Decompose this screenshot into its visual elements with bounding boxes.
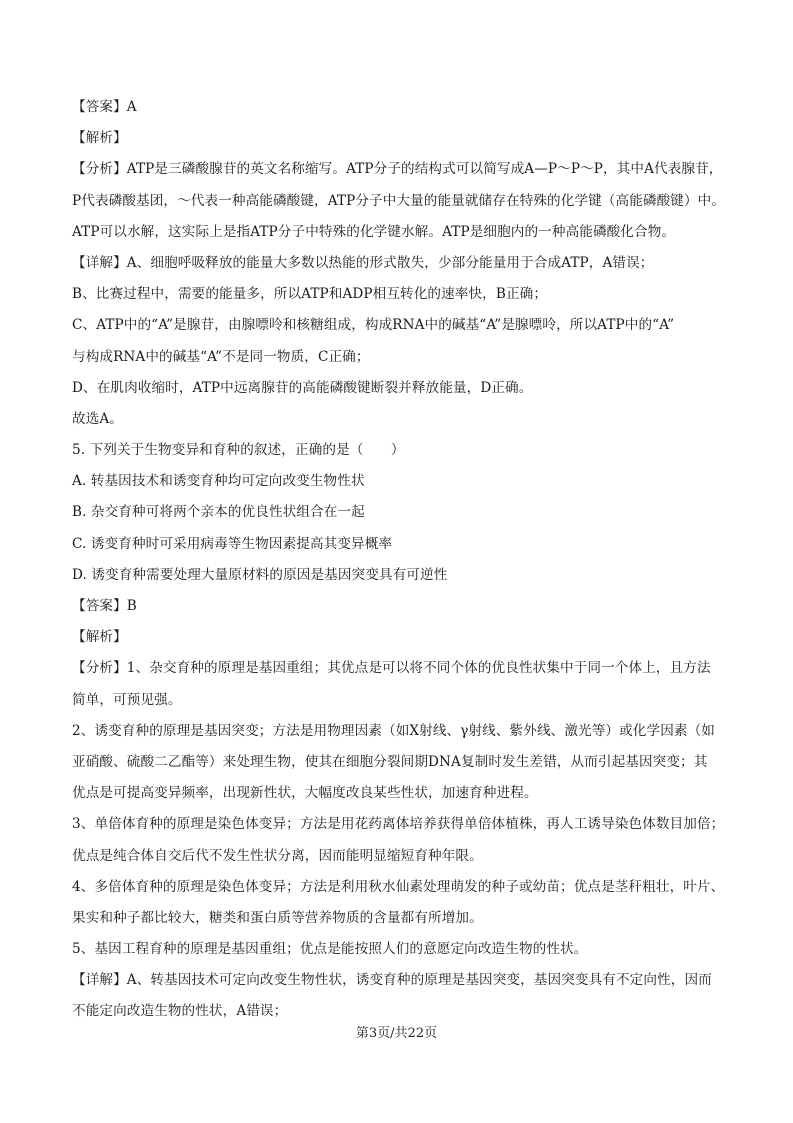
text-line: 不能定向改造生物的性状，A错误；: [72, 1003, 288, 1020]
paragraph-option-5-d: [72, 560, 732, 591]
text-line: 【答案】B: [72, 598, 137, 614]
paragraph-detail-4-c: [72, 310, 732, 372]
text-line: B. 杂交育种可将两个亲本的优良性状组合在一起: [72, 504, 365, 521]
text-line: A. 转基因技术和诱变育种均可定向改变生物性状: [72, 473, 365, 490]
paragraph-analysis-5-4: [72, 872, 732, 934]
text-line: 4、多倍体育种的原理是染色体变异；方法是利用秋水仙素处理萌发的种子或幼苗；优点是茎秆粗壮，叶片、: [72, 878, 725, 895]
paragraph-answer-5: [72, 591, 732, 622]
paragraph-option-5-c: [72, 529, 732, 560]
text-line: 2、诱变育种的原理是基因突变；方法是用物理因素（如X射线、γ射线、紫外线、激光等）或化学因素（如: [72, 722, 715, 739]
paragraph-analysis-5-2: [72, 716, 732, 810]
paragraph-explain-4: [72, 123, 732, 154]
text-line: C. 诱变育种时可采用病毒等生物因素提高其变异概率: [72, 535, 393, 552]
text-line: 【分析】1、杂交育种的原理是基因重组；其优点是可以将不同个体的优良性状集中于同一个体上，且方法: [72, 660, 711, 677]
paragraph-detail-4-d: [72, 373, 732, 404]
paragraph-detail-4-b: [72, 279, 732, 310]
text-line: P代表磷酸基团，～代表一种高能磷酸键，ATP分子中大量的能量就储存在特殊的化学键（高能磷酸键）中。: [72, 192, 726, 209]
paragraph-question-5: [72, 435, 732, 466]
text-line: 【解析】: [72, 130, 127, 147]
page-footer: 第3页/共22页: [355, 1026, 438, 1041]
text-line: 故选A。: [72, 410, 123, 427]
text-line: C、ATP中的“A”是腺苷，由腺嘌呤和核糖组成，构成RNA中的碱基“A”是腺嘌呤，所以ATP中的“A”: [72, 317, 675, 334]
paragraph-answer-4: [72, 92, 732, 123]
paragraph-analysis-4: [72, 154, 732, 248]
text-line: 亚硝酸、硫酸二乙酯等）来处理生物，使其在细胞分裂间期DNA复制时发生差错，从而引起基因突变；其: [72, 753, 708, 770]
text-line: 【分析】ATP是三磷酸腺苷的英文名称缩写。ATP分子的结构式可以简写成A—P～P～P，其中A代表腺苷，: [72, 161, 723, 178]
paragraph-analysis-5-5: [72, 934, 732, 965]
paragraph-explain-5: [72, 622, 732, 653]
text-line: B、比赛过程中，需要的能量多，所以ATP和ADP相互转化的速率快，B正确；: [72, 286, 548, 303]
paragraph-option-5-a: [72, 466, 732, 497]
paragraph-option-5-b: [72, 497, 732, 528]
text-line: ATP可以水解，这实际上是指ATP分子中特殊的化学键水解。ATP是细胞内的一种高能磷酸化合物。: [72, 223, 676, 240]
text-line: D. 诱变育种需要处理大量原材料的原因是基因突变具有可逆性: [72, 566, 448, 583]
text-line: 简单，可预见强。: [72, 691, 182, 708]
text-line: 优点是可提高变异频率，出现新性状，大幅度改良某些性状，加速育种进程。: [72, 785, 538, 802]
text-line: 【答案】A: [72, 99, 137, 115]
paragraph-detail-5-a: [72, 965, 732, 1027]
text-line: 5. 下列关于生物变异和育种的叙述，正确的是（ ）: [72, 442, 405, 459]
paragraph-analysis-5-1: [72, 653, 732, 715]
text-line: 优点是纯合体自交后代不发生性状分离，因而能明显缩短育种年限。: [72, 847, 483, 864]
text-line: 3、单倍体育种的原理是染色体变异；方法是用花药离体培养获得单倍体植株，再人工诱导染色体数目加倍；: [72, 816, 725, 833]
paragraph-analysis-5-3: [72, 809, 732, 871]
text-line: 【详解】A、细胞呼吸释放的能量大多数以热能的形式散失，少部分能量用于合成ATP，A错误；: [72, 254, 654, 271]
paragraph-choose-4: [72, 404, 732, 435]
paragraph-detail-4-a: [72, 248, 732, 279]
document-body: [72, 92, 732, 1028]
text-line: 5、基因工程育种的原理是基因重组；优点是能按照人们的意愿定向改造生物的性状。: [72, 941, 588, 958]
text-line: 【详解】A、转基因技术可定向改变生物性状，诱变育种的原理是基因突变，基因突变具有不定向性，因而: [72, 972, 712, 989]
text-line: 与构成RNA中的碱基“A”不是同一物质，C正确；: [72, 348, 370, 365]
text-line: D、在肌肉收缩时，ATP中远离腺苷的高能磷酸键断裂并释放能量，D正确。: [72, 379, 533, 396]
text-line: 【解析】: [72, 629, 127, 646]
text-line: 果实和种子都比较大，糖类和蛋白质等营养物质的含量都有所增加。: [72, 909, 483, 926]
